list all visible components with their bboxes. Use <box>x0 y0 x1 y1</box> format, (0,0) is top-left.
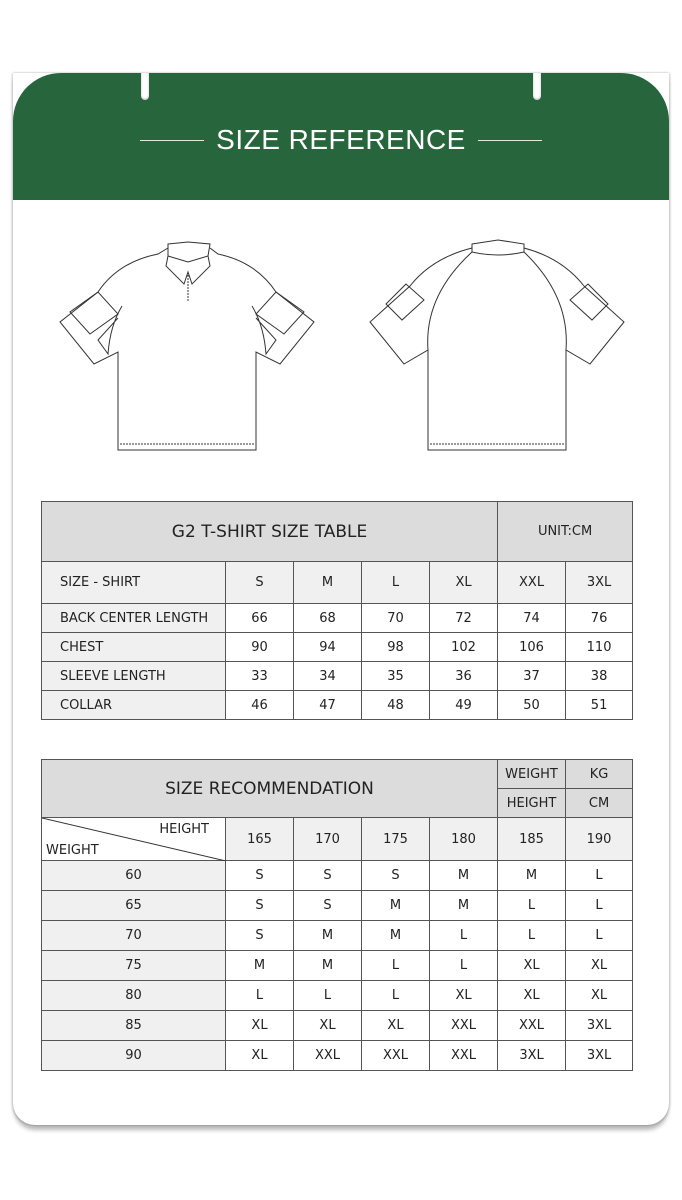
cell: 50 <box>498 691 566 720</box>
cell: 47 <box>294 691 362 720</box>
cell: S <box>294 861 362 891</box>
title-row <box>0 124 682 156</box>
table-row <box>42 981 633 1011</box>
cell: XXL <box>498 1011 566 1041</box>
cell: 35 <box>362 662 430 691</box>
height-col: 180 <box>430 818 498 861</box>
cell: 102 <box>430 633 498 662</box>
cell: L <box>566 891 633 921</box>
cell: M <box>362 921 430 951</box>
table-row <box>42 691 633 720</box>
height-col: 170 <box>294 818 362 861</box>
cell: XL <box>566 951 633 981</box>
cell: 76 <box>566 604 633 633</box>
cell: 34 <box>294 662 362 691</box>
cell: S <box>294 891 362 921</box>
cell: S <box>226 921 294 951</box>
cell: M <box>430 891 498 921</box>
cell: 66 <box>226 604 294 633</box>
weight-cell: 80 <box>42 981 226 1011</box>
table-row <box>42 891 633 921</box>
cell: L <box>362 981 430 1011</box>
size-col: 3XL <box>566 562 633 604</box>
table-row <box>42 633 633 662</box>
corner-height-label: HEIGHT <box>159 822 209 837</box>
table-row <box>42 1041 633 1071</box>
cell: XL <box>226 1041 294 1071</box>
cell: 72 <box>430 604 498 633</box>
height-label: HEIGHT <box>498 789 566 818</box>
weight-cell: 65 <box>42 891 226 921</box>
size-recommendation-table <box>41 759 633 1071</box>
cell: XXL <box>430 1041 498 1071</box>
cell: XL <box>566 981 633 1011</box>
size-table <box>41 501 633 720</box>
cell: 36 <box>430 662 498 691</box>
cell: 38 <box>566 662 633 691</box>
title-divider-right <box>478 140 542 141</box>
cell: L <box>566 861 633 891</box>
table-row <box>42 662 633 691</box>
size-header-label: SIZE - SHIRT <box>42 562 226 604</box>
corner-header <box>42 818 226 861</box>
size-col: XL <box>430 562 498 604</box>
height-unit: CM <box>566 789 633 818</box>
cell: XXL <box>294 1041 362 1071</box>
cell: XL <box>430 981 498 1011</box>
weight-label: WEIGHT <box>498 760 566 789</box>
cell: XXL <box>362 1041 430 1071</box>
hanger-notch-left <box>141 73 149 100</box>
cell: L <box>362 951 430 981</box>
cell: 98 <box>362 633 430 662</box>
cell: L <box>430 921 498 951</box>
cell: 3XL <box>566 1011 633 1041</box>
row-label: SLEEVE LENGTH <box>42 662 226 691</box>
cell: 106 <box>498 633 566 662</box>
cell: M <box>498 861 566 891</box>
row-label: COLLAR <box>42 691 226 720</box>
cell: 49 <box>430 691 498 720</box>
cell: XL <box>226 1011 294 1041</box>
title-divider-left <box>140 140 204 141</box>
weight-cell: 90 <box>42 1041 226 1071</box>
height-col: 165 <box>226 818 294 861</box>
corner-weight-label: WEIGHT <box>46 843 99 858</box>
cell: 94 <box>294 633 362 662</box>
recommendation-title: SIZE RECOMMENDATION <box>42 760 498 818</box>
cell: L <box>430 951 498 981</box>
weight-cell: 75 <box>42 951 226 981</box>
shirt-front-icon <box>58 236 316 454</box>
weight-cell: 85 <box>42 1011 226 1041</box>
cell: 37 <box>498 662 566 691</box>
cell: XXL <box>430 1011 498 1041</box>
cell: L <box>566 921 633 951</box>
height-col: 185 <box>498 818 566 861</box>
height-col: 190 <box>566 818 633 861</box>
cell: 110 <box>566 633 633 662</box>
cell: M <box>294 921 362 951</box>
cell: L <box>498 921 566 951</box>
table-row <box>42 1011 633 1041</box>
cell: XL <box>362 1011 430 1041</box>
cell: S <box>226 861 294 891</box>
hanger-notch-right <box>533 73 541 100</box>
weight-unit: KG <box>566 760 633 789</box>
cell: M <box>362 891 430 921</box>
cell: 3XL <box>498 1041 566 1071</box>
shirt-back-icon <box>368 236 626 454</box>
cell: 3XL <box>566 1041 633 1071</box>
cell: M <box>226 951 294 981</box>
table-row <box>42 861 633 891</box>
cell: M <box>430 861 498 891</box>
table-row <box>42 921 633 951</box>
cell: S <box>226 891 294 921</box>
cell: M <box>294 951 362 981</box>
cell: 48 <box>362 691 430 720</box>
cell: L <box>294 981 362 1011</box>
cell: 33 <box>226 662 294 691</box>
cell: 90 <box>226 633 294 662</box>
cell: 74 <box>498 604 566 633</box>
cell: 70 <box>362 604 430 633</box>
cell: XL <box>498 951 566 981</box>
size-table-unit: UNIT:CM <box>498 502 633 562</box>
cell: L <box>226 981 294 1011</box>
size-col: XXL <box>498 562 566 604</box>
cell: XL <box>498 981 566 1011</box>
table-row <box>42 951 633 981</box>
cell: L <box>498 891 566 921</box>
page-title: SIZE REFERENCE <box>216 124 466 155</box>
cell: XL <box>294 1011 362 1041</box>
weight-cell: 70 <box>42 921 226 951</box>
height-col: 175 <box>362 818 430 861</box>
cell: 46 <box>226 691 294 720</box>
size-col: M <box>294 562 362 604</box>
weight-cell: 60 <box>42 861 226 891</box>
size-header-row <box>42 562 633 604</box>
cell: S <box>362 861 430 891</box>
cell: 51 <box>566 691 633 720</box>
size-col: L <box>362 562 430 604</box>
row-label: CHEST <box>42 633 226 662</box>
cell: 68 <box>294 604 362 633</box>
row-label: BACK CENTER LENGTH <box>42 604 226 633</box>
table-row <box>42 604 633 633</box>
size-table-title: G2 T-SHIRT SIZE TABLE <box>42 502 498 562</box>
size-col: S <box>226 562 294 604</box>
